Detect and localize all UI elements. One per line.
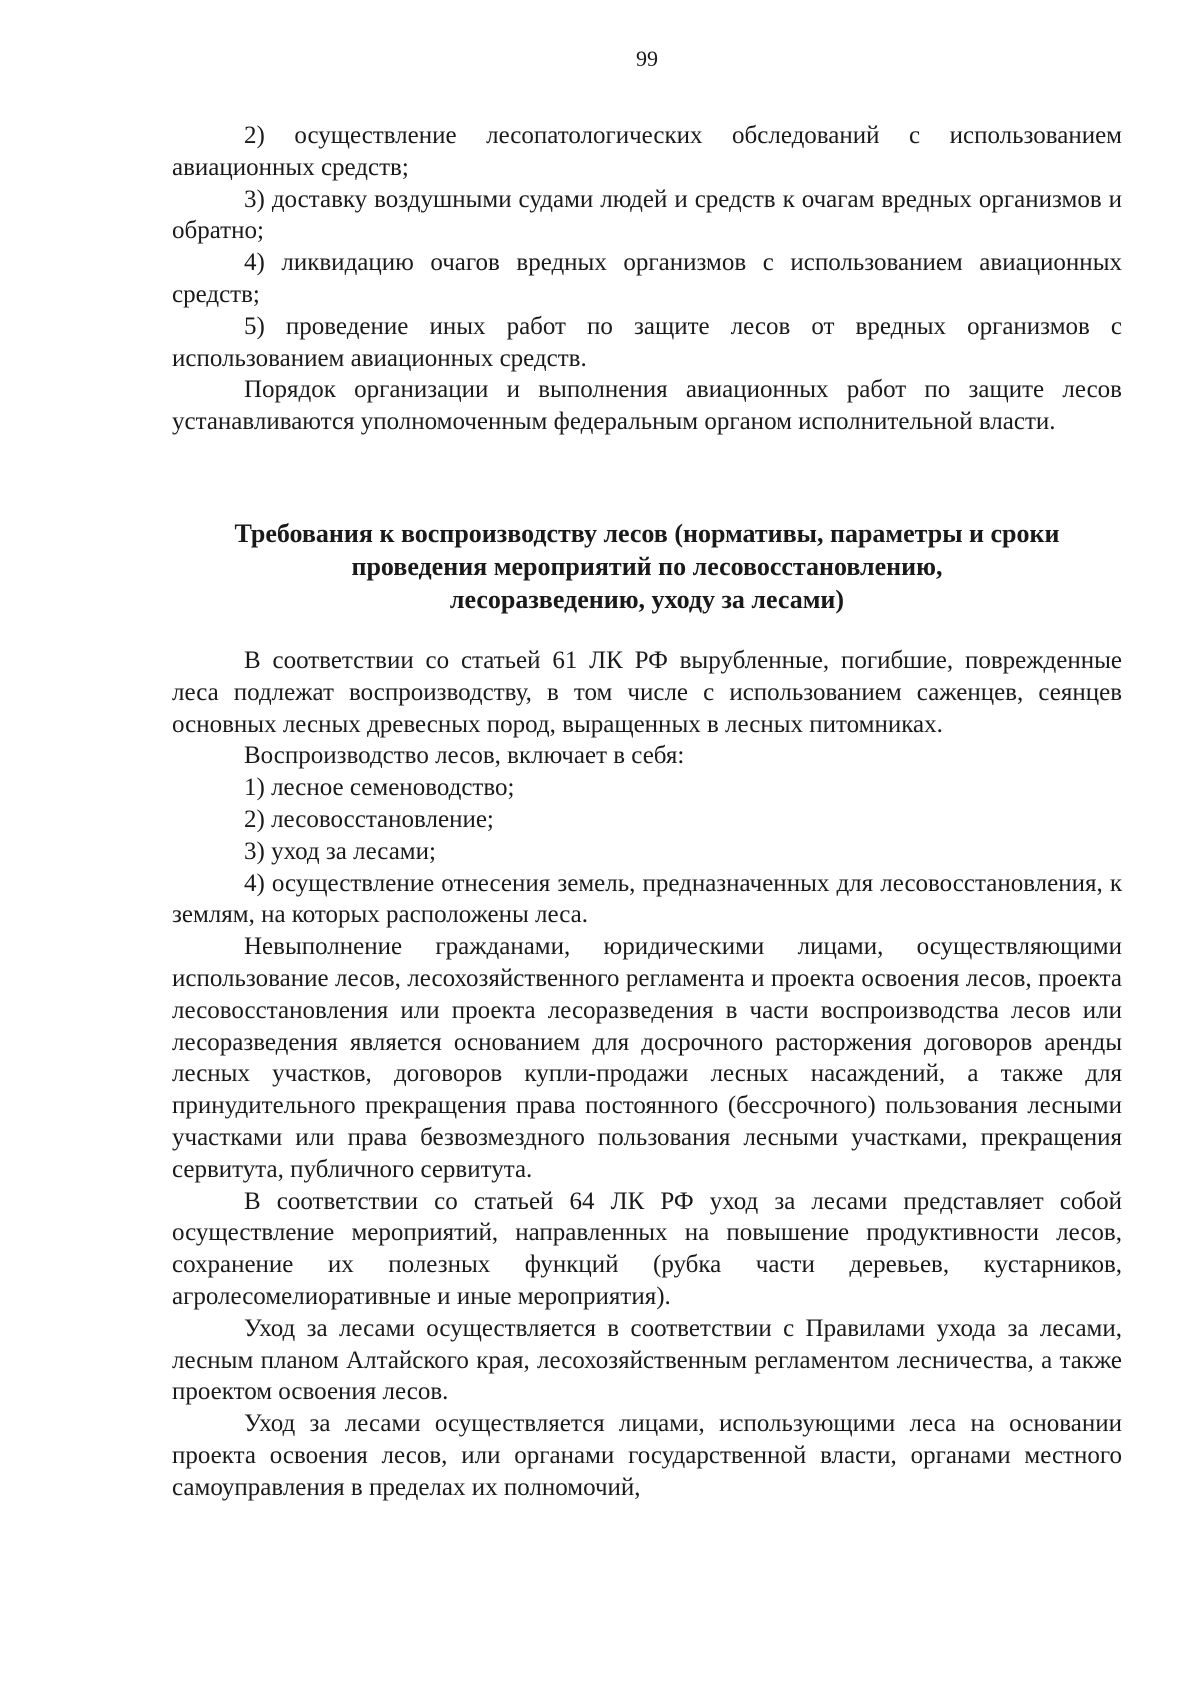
- paragraph-item-4: 4) ликвидацию очагов вредных организмов с использованием авиационных средств;: [172, 249, 1122, 308]
- list-item-1: 1) лесное семеноводство;: [244, 774, 515, 802]
- paragraph-care-rules: Уход за лесами осуществляется в соответствии с Правилами ухода за лесами, лесным планом Алтайского края, лесохозяйственным регламентом лесничества, а также проектом освоения лесов.: [172, 1314, 1122, 1406]
- paragraph-item-5: 5) проведение иных работ по защите лесов от вредных организмов с использованием авиационных средств.: [172, 312, 1122, 372]
- list-item-4: 4) осуществление отнесения земель, предназначенных для лесовосстановления, к землям, на которых расположены леса.: [172, 869, 1122, 929]
- section-aviation-works: [172, 120, 1122, 438]
- paragraph-care-persons: Уход за лесами осуществляется лицами, использующими леса на основании проекта освоения лесов, или органами государственной власти, органами местного самоуправления в пределах их полномочий,: [172, 1410, 1122, 1501]
- paragraph-non-fulfillment: Невыполнение гражданами, юридическими лицами, осуществляющими использование лесов, лесохозяйственного регламента и проекта освоения лесов, проекта лесовосстановления или проекта лесоразведения в части воспроизводства лесов или лесоразведения является основанием для досрочного расторжения договоров аренды лесных участков, договоров купли-продажи лесных насаждений, а также для принудительного прекращения права постоянного (бессрочного) пользования лесными участками или права безвозмездного пользования лесными участками, прекращения сервитута, публичного сервитута.: [172, 933, 1122, 1183]
- paragraph-item-3: 3) доставку воздушными судами людей и средств к очагам вредных организмов и обратно;: [172, 185, 1122, 245]
- paragraph-item-2: 2) осуществление лесопатологических обследований с использованием авиационных средств;: [172, 122, 1122, 181]
- page-number: 99: [636, 46, 658, 71]
- list-item-3: 3) уход за лесами;: [244, 837, 436, 865]
- paragraph-article-61: В соответствии со статьей 61 ЛК РФ вырубленные, погибшие, поврежденные леса подлежат воспроизводству, в том числе с использованием саженцев, сеянцев основных лесных древесных пород, выращенных в лесных питомниках.: [172, 647, 1122, 738]
- list-item-2: 2) лесовосстановление;: [244, 805, 494, 833]
- heading-line-1: Требования к воспроизводству лесов (нормативы, параметры и сроки: [234, 519, 1060, 548]
- heading-line-3: лесоразведению, уходу за лесами): [449, 585, 845, 614]
- paragraph-article-64: В соответствии со статьей 64 ЛК РФ уход за лесами представляет собой осуществление мероприятий, направленных на повышение продуктивности лесов, сохранение их полезных функций (рубка части деревьев, кустарников, агролесомелиоративные и иные мероприятия).: [172, 1187, 1122, 1310]
- paragraph-procedure: Порядок организации и выполнения авиационных работ по защите лесов устанавливаются уполномоченным федеральным органом исполнительной власти.: [172, 376, 1122, 436]
- heading-line-2: проведения мероприятий по лесовосстановлению,: [351, 552, 943, 581]
- section-reproduction: [172, 645, 1122, 1504]
- section-heading: [172, 517, 1122, 616]
- paragraph-includes: Воспроизводство лесов, включает в себя:: [244, 742, 685, 770]
